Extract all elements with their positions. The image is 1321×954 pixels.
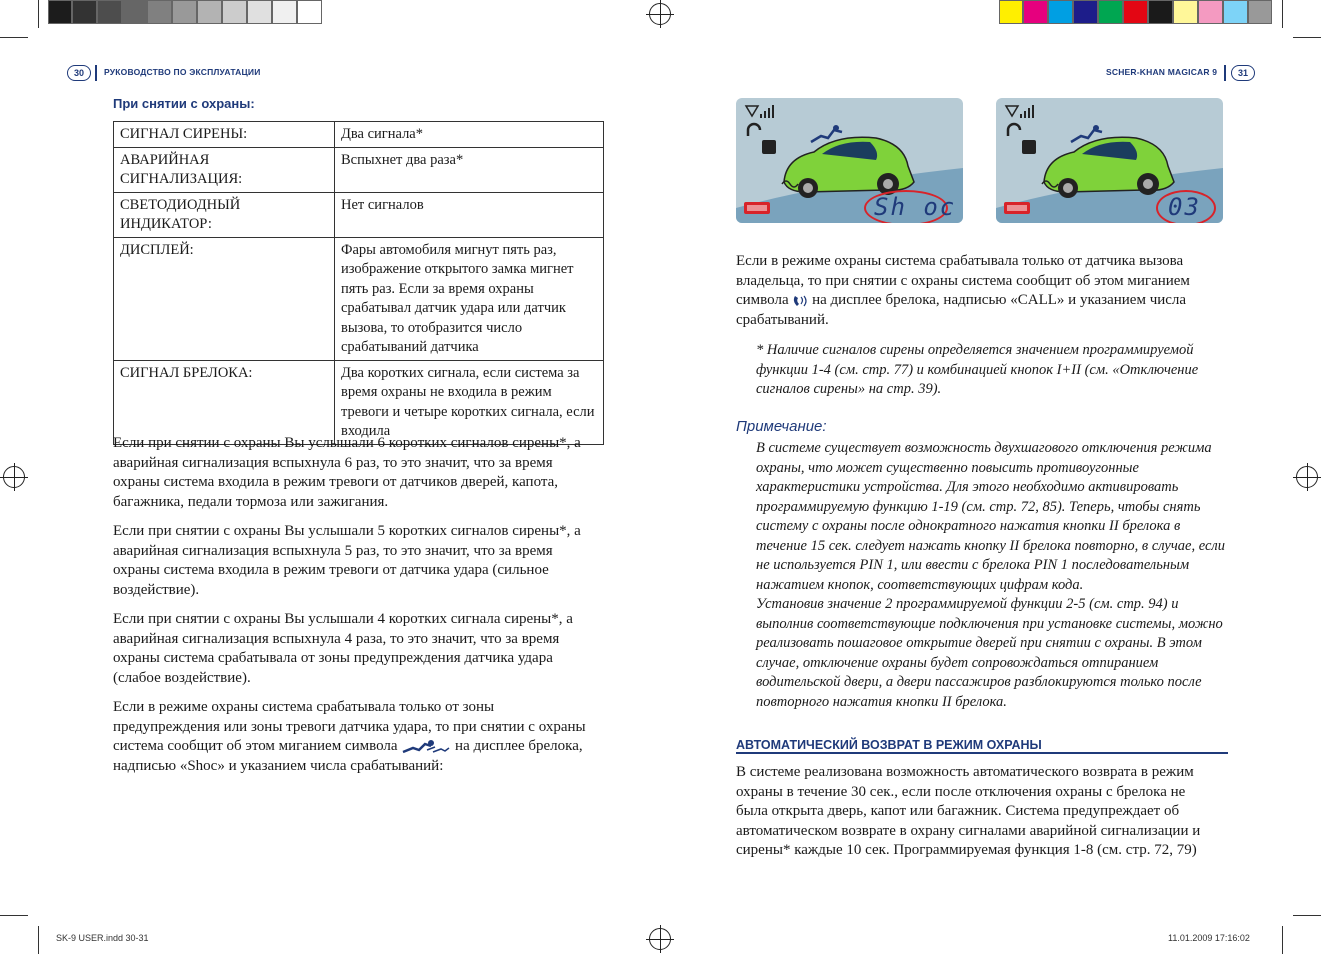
paragraph: В системе реализована возможность автоматического возврата в режим охраны в течение 30 сек., если после отключения охраны с брелока не была открыта дверь, капот или багажник. Система предупреждает об автоматическом возврате в охрану сигналами аварийной сигнализации и сирены* каждые 10 сек. Программируемая функция 1-8 (см. стр. 72, 79) — [736, 764, 1201, 858]
shock-sensor-icon — [401, 738, 451, 756]
page-number-left: 30 — [67, 65, 91, 81]
paragraph: Если при снятии с охраны Вы услышали 4 коротких сигнала сирены*, а аварийная сигнализация вспыхнула 4 раза, то это значит, что за время охраны система срабатывала от зоны предупреждения датчика удара (слабое воздействие). — [113, 611, 573, 686]
paragraph: Если в режиме охраны система срабатывала только от зоны предупреждения или зоны тревоги датчика удара, то при снятии с охраны система сообщит об этом миганием символа на дисплее брелока, надписью «Shoc» и указанием числа срабатываний: — [113, 699, 586, 774]
note-paragraph: Установив значение 2 программируемой функции 2-5 (см. стр. 94) и выполнив соответствующие подключения при установке системы, можно реализовать пошаговое открытие дверей при снятии с охраны. В этом случае, отключение охраны будет сопровождаться отпиранием водительской двери, а двери пассажиров разблокируются только после повторного нажатия кнопки II брелока. — [756, 596, 1223, 710]
car-icon — [1044, 137, 1174, 198]
table-row: СИГНАЛ СИРЕНЫ: Два сигнала* — [114, 122, 604, 148]
car-icon — [784, 137, 914, 198]
header-divider — [95, 65, 97, 81]
crop-mark — [1293, 37, 1321, 38]
section-title: При снятии с охраны: — [113, 96, 255, 111]
disarm-signals-table — [113, 121, 604, 445]
keyfob-display-shoc — [736, 98, 963, 223]
shock-sensor-icon — [1071, 125, 1102, 142]
section-title: АВТОМАТИЧЕСКИЙ ВОЗВРАТ В РЕЖИМ ОХРАНЫ — [736, 738, 1042, 752]
header-divider — [1224, 65, 1226, 81]
table-row: ДИСПЛЕЙ: Фары автомобиля мигнут пять раз, изображение открытого замка мигнет пять раз. Если за время охраны срабатывал датчик удара или датчик вызова, то отобразится число срабатываний датчика — [114, 237, 604, 360]
crop-mark — [1293, 915, 1321, 916]
lcd-readout: 03 — [1168, 193, 1201, 221]
registration-mark-icon — [649, 928, 671, 950]
footnote: * Наличие сигналов сирены определяется значением программируемой функции 1-4 (см. стр. 77) и комбинацией кнопок I+II (см. «Отключение сигналов сирены» на стр. 39). — [756, 342, 1199, 397]
registration-mark-icon — [1296, 466, 1318, 488]
page-number-right: 31 — [1231, 65, 1255, 81]
crop-mark — [38, 926, 39, 954]
lcd-readout: Sh oc — [874, 193, 957, 221]
table-row: СВЕТОДИОДНЫЙ ИНДИКАТОР: Нет сигналов — [114, 192, 604, 237]
note-paragraph: В системе существует возможность двухшагового отключения режима охраны, что может существенно повысить противоугонные характеристики устройства. Для этого необходимо активировать программируемую функцию 1-19 (см. стр. 72, 85). Теперь, чтобы снять систему с охраны после однократного нажатия кнопки II брелока в течение 15 сек. следует нажать кнопку II брелока повторно, в случае, если не используется PIN 1, или ввести с брелока PIN 1 последовательным нажатием кнопок, соответствующих цифрам кода. — [756, 440, 1225, 593]
keyfob-display-count — [996, 98, 1223, 223]
lock-icon — [1008, 124, 1036, 154]
running-header-left: РУКОВОДСТВО ПО ЭКСПЛУАТАЦИИ — [104, 67, 261, 77]
battery-icon — [1004, 202, 1030, 214]
crop-mark — [1282, 926, 1283, 954]
running-header-right: SCHER-KHAN MAGICAR 9 — [1106, 67, 1218, 77]
crop-mark — [0, 915, 28, 916]
call-icon — [792, 294, 808, 308]
paragraph: Если в режиме охраны система срабатывала только от датчика вызова владельца, то при снятии с охраны система сообщит об этом миганием символа на дисплее брелока, надписью «CALL» и указанием числа срабатываний. — [736, 253, 1190, 328]
registration-mark-icon — [3, 466, 25, 488]
note-title: Примечание: — [736, 418, 827, 435]
lock-icon — [748, 124, 776, 154]
crop-mark — [38, 0, 39, 28]
title-underline — [736, 752, 1228, 754]
paragraph: Если при снятии с охраны Вы услышали 6 коротких сигналов сирены*, а аварийная сигнализация вспыхнула 6 раз, то это значит, что за время охраны система входила в режим тревоги от датчиков дверей, капота, багажника, педали тормоза или зажигания. — [113, 435, 581, 510]
battery-icon — [744, 202, 770, 214]
table-row: АВАРИЙНАЯ СИГНАЛИЗАЦИЯ: Вспыхнет два раза* — [114, 147, 604, 192]
signal-icon — [746, 105, 774, 118]
date-slug: 11.01.2009 17:16:02 — [1168, 933, 1250, 943]
file-slug: SK-9 USER.indd 30-31 — [56, 933, 149, 943]
registration-mark-icon — [649, 3, 671, 25]
crop-mark — [0, 37, 28, 38]
shock-sensor-icon — [811, 125, 842, 142]
crop-mark — [1282, 0, 1283, 28]
table-row: СИГНАЛ БРЕЛОКА: Два коротких сигнала, если система за время охраны не входила в режим тревоги и четыре коротких сигнала, если входила — [114, 360, 604, 444]
signal-icon — [1006, 105, 1034, 118]
paragraph: Если при снятии с охраны Вы услышали 5 коротких сигналов сирены*, а аварийная сигнализация вспыхнула 5 раз, то это значит, что за время охраны система входила в режим тревоги от датчика удара (сильное воздействие). — [113, 523, 581, 598]
